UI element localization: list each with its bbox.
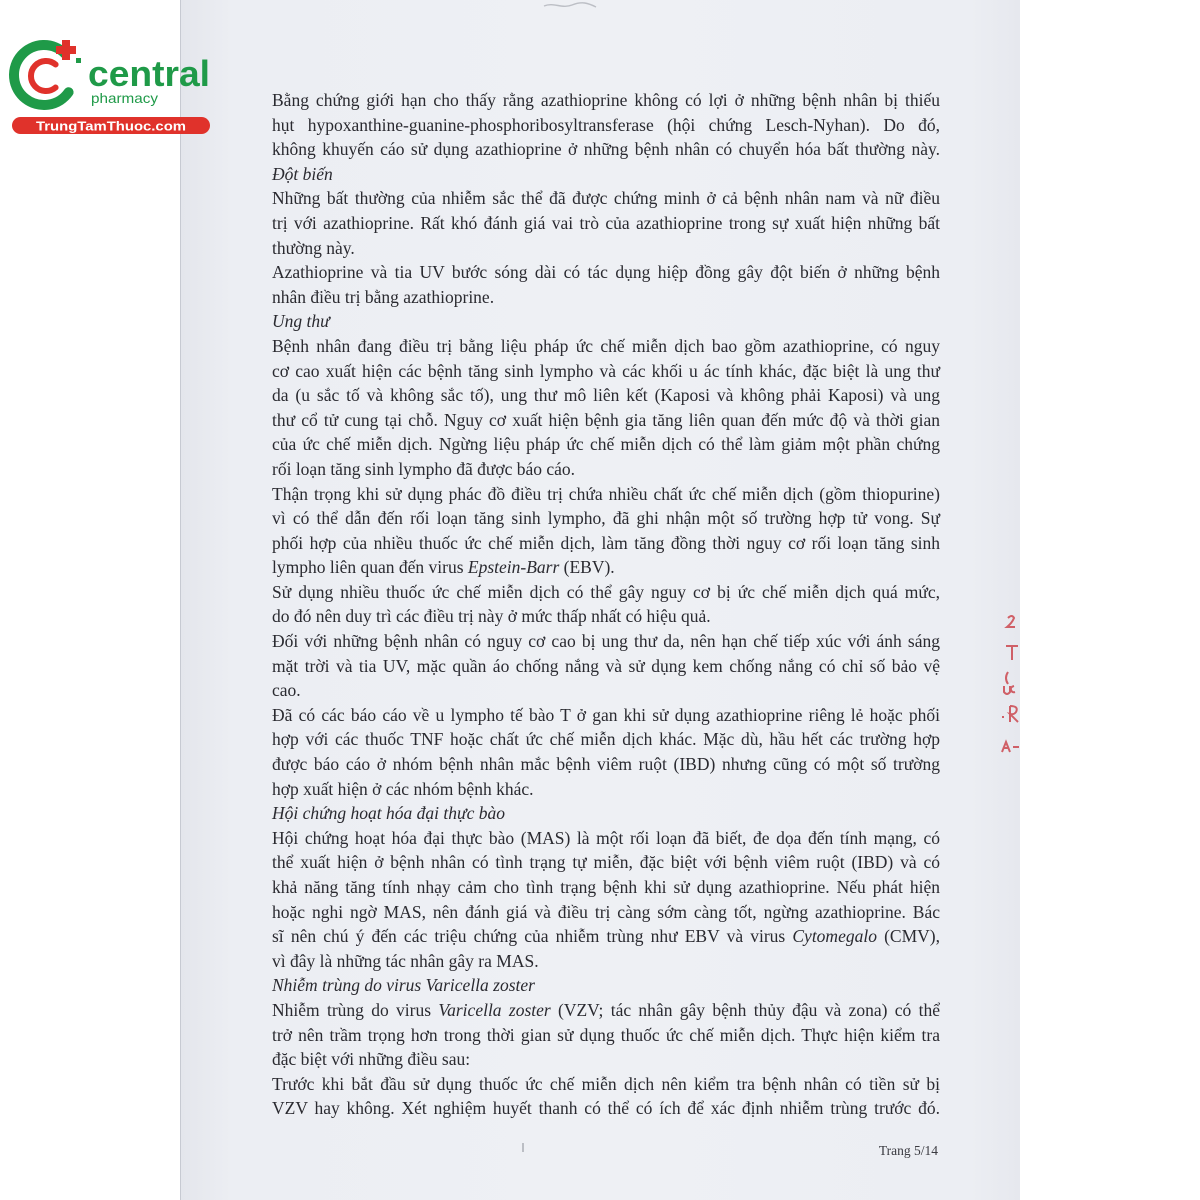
- logo-tagline: pharmacy: [91, 90, 158, 106]
- text-line: đặc biệt với những điều sau:: [272, 1049, 471, 1070]
- paragraph: [272, 186, 940, 260]
- text-span: lympho liên quan đến virus: [272, 557, 468, 578]
- scan-artifact: [522, 1143, 524, 1152]
- text-line: VZV hay không. Xét nghiệm huyết thanh có thể có ích để xác định nhiễm trùng trước đó.: [272, 1098, 940, 1119]
- text-line: hụt hypoxanthine-guanine-phosphoribosyltransferase (hội chứng Lesch-Nyhan). Do đó,: [272, 114, 940, 135]
- text-line: trị với azathioprine. Rất khó đánh giá vai trò của azathioprine trong sự xuất hiện những bất: [272, 212, 940, 233]
- italic-term: Varicella zoster: [438, 999, 551, 1020]
- logo-brand-name: central: [88, 53, 210, 94]
- text-line: Những bất thường của nhiễm sắc thể đã được chứng minh ở cả bệnh nhân nam và nữ điều: [272, 188, 940, 209]
- text-span: (CMV),: [876, 926, 940, 947]
- text-line: của ức chế miễn dịch. Ngừng liệu pháp ức chế miễn dịch có thể làm giảm một phần chứng: [272, 434, 940, 455]
- text-line: do đó nên duy trì các điều trị này ở mức thấp nhất có hiệu quả.: [272, 606, 711, 627]
- text-line: Thận trọng khi sử dụng phác đồ điều trị chứa nhiều chất ức chế miễn dịch (gồm thiopurine): [272, 483, 940, 504]
- text-line: Bằng chứng giới hạn cho thấy rằng azathioprine không có lợi ở những bệnh nhân bị thiếu: [272, 90, 940, 110]
- text-line: rối loạn tăng sinh lympho đã được báo cáo.: [272, 458, 576, 479]
- text-line: da (u sắc tố và không sắc tố), ung thư mô liên kết (Kaposi và không phải Kaposi) và ung: [272, 385, 940, 406]
- text-line: hợp với các thuốc TNF hoặc chất ức chế miễn dịch khác. Mặc dù, hầu hết các trường hợp: [272, 729, 940, 750]
- text-line: Đã có các báo cáo về u lympho tế bào T ở gan khi sử dụng azathioprine riêng lẻ hoặc phối: [272, 704, 940, 725]
- paragraph: [272, 826, 940, 974]
- scan-artifact: [540, 0, 600, 14]
- text-line: [272, 555, 940, 580]
- paragraph: [272, 88, 940, 162]
- text-line: thường này.: [272, 237, 355, 258]
- text-line: thư cổ tử cung tại chỗ. Nguy cơ xuất hiện bệnh gia tăng liên quan đến mức độ và thời gian: [272, 409, 940, 430]
- text-span: (EBV).: [559, 557, 615, 578]
- text-line: cao.: [272, 680, 301, 701]
- text-line: trở nên trầm trọng hơn trong thời gian sử dụng thuốc ức chế miễn dịch. Thực hiện kiểm tra: [272, 1024, 940, 1045]
- paragraph: [272, 998, 940, 1072]
- section-heading: Hội chứng hoạt hóa đại thực bào: [272, 803, 505, 824]
- document-body: [272, 88, 940, 1121]
- paragraph: [272, 629, 940, 703]
- text-line: Azathioprine và tia UV bước sóng dài có tác dụng hiệp đồng gây đột biến ở những bệnh: [272, 262, 940, 283]
- paragraph: [272, 260, 940, 309]
- text-line: [272, 998, 940, 1023]
- text-line: hoặc nghi ngờ MAS, nên đánh giá và điều trị càng sớm càng tốt, ngừng azathioprine. Bác: [272, 901, 940, 922]
- central-pharmacy-logo: [0, 0, 222, 142]
- logo-mark-icon: [14, 40, 81, 105]
- text-line: nhân điều trị bằng azathioprine.: [272, 286, 495, 307]
- section-heading: Đột biến: [272, 163, 333, 184]
- text-line: Sử dụng nhiều thuốc ức chế miễn dịch có thể gây nguy cơ bị ức chế miễn dịch quá mức,: [272, 581, 940, 602]
- text-line: hợp xuất hiện ở các nhóm bệnh khác.: [272, 778, 534, 799]
- text-line: vì đây là những tác nhân gây ra MAS.: [272, 950, 539, 971]
- text-line: Hội chứng hoạt hóa đại thực bào (MAS) là một rối loạn đã biết, đe dọa đến tính mạng, có: [272, 827, 940, 848]
- section-heading: Ung thư: [272, 311, 330, 332]
- text-line: [272, 924, 940, 949]
- paragraph: [272, 703, 940, 801]
- text-line: cơ cao xuất hiện các bệnh tăng sinh lympho và các khối u ác tính khác, đặc biệt là ung thư: [272, 360, 940, 381]
- paragraph: [272, 1072, 940, 1121]
- text-line: Bệnh nhân đang điều trị bằng liệu pháp ức chế miễn dịch bao gồm azathioprine, có nguy: [272, 335, 940, 356]
- paragraph: [272, 482, 940, 580]
- text-line: khả năng tăng tính nhạy cảm cho tình trạng bệnh khi sử dụng azathioprine. Nếu phát hiện: [272, 877, 940, 897]
- text-span: Nhiễm trùng do virus: [272, 999, 439, 1020]
- italic-term: Cytomegalo: [792, 926, 877, 947]
- text-line: Trước khi bắt đầu sử dụng thuốc ức chế miễn dịch nên kiểm tra bệnh nhân có tiền sử bị: [272, 1073, 940, 1094]
- page-number: Trang 5/14: [878, 1143, 938, 1158]
- text-line: phối hợp của nhiều thuốc ức chế miễn dịch, làm tăng đồng thời nguy cơ rối loạn tăng sinh: [272, 532, 940, 553]
- italic-term: Epstein-Barr: [467, 557, 560, 578]
- text-line: Đối với những bệnh nhân có nguy cơ cao bị ung thư da, nên hạn chế tiếp xúc với ánh sáng: [272, 631, 940, 652]
- text-line: thể xuất hiện ở bệnh nhân có tình trạng tự miễn, đặc biệt với bệnh viêm ruột (IBD) và có: [272, 852, 940, 873]
- red-stamp-fragment: [996, 600, 1022, 770]
- text-line: mặt trời và tia UV, mặc quần áo chống nắng và sử dụng kem chống nắng có chỉ số bảo vệ: [272, 655, 940, 676]
- text-line: không khuyến cáo sử dụng azathioprine ở những bệnh nhân có chuyển hóa bất thường này.: [272, 139, 940, 160]
- text-span: sĩ nên chú ý đến các triệu chứng của nhiễm trùng như EBV và virus: [272, 926, 793, 947]
- text-span: (VZV; tác nhân gây bệnh thủy đậu và zona) có thể: [550, 999, 940, 1020]
- text-line: vì có thể dẫn đến rối loạn tăng sinh lympho, đã ghi nhận một số trường hợp tử vong. Sự: [272, 508, 940, 529]
- text-line: được báo cáo ở nhóm bệnh nhân mắc bệnh viêm ruột (IBD) nhưng cũng có một số trường: [272, 754, 940, 775]
- paragraph: [272, 334, 940, 482]
- logo-website: TrungTamThuoc.com: [36, 118, 186, 134]
- section-heading: Nhiễm trùng do virus Varicella zoster: [272, 975, 535, 996]
- paragraph: [272, 580, 940, 629]
